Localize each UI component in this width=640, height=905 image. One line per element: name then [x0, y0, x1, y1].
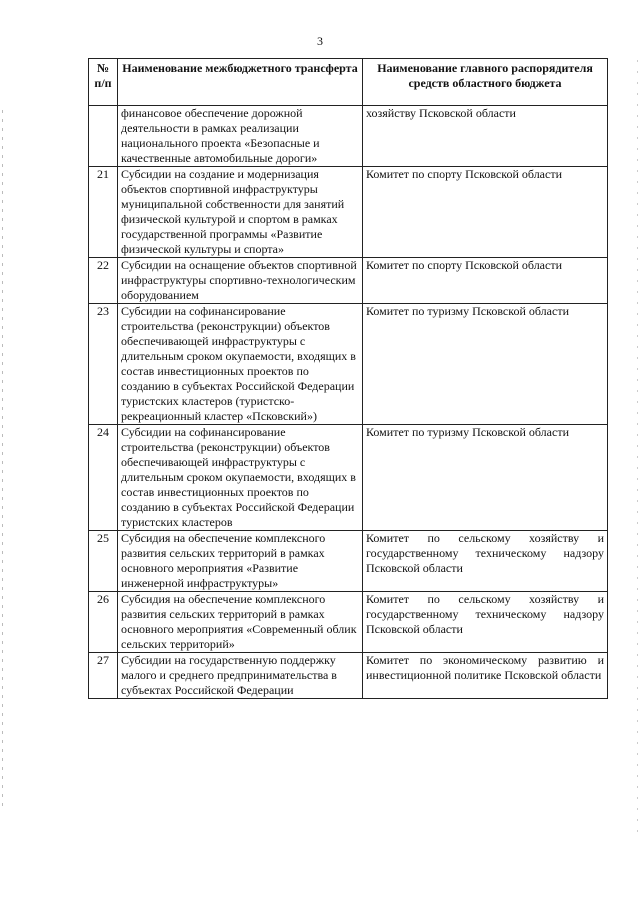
row-num: 27 [89, 653, 118, 699]
row-num [89, 106, 118, 167]
table-row [89, 304, 608, 425]
row-num: 24 [89, 425, 118, 531]
scan-edge-right [637, 60, 638, 840]
row-name: Субсидии на создание и модернизация объектов спортивной инфраструктуры муниципальной собственности для занятий физической культурой и спортом в рамках государственной программы «Развитие физической культуры и спорта» [118, 167, 363, 258]
table-header-row [89, 59, 608, 106]
row-num: 22 [89, 258, 118, 304]
row-name: Субсидии на государственную поддержку малого и среднего предпринимательства в субъектах Российской Федерации [118, 653, 363, 699]
row-num: 21 [89, 167, 118, 258]
table-row [89, 167, 608, 258]
row-name: Субсидии на софинансирование строительства (реконструкции) объектов обеспечивающей инфраструктуры с длительным сроком окупаемости, входящих в состав инвестиционных проектов по созданию в субъектах Российской Федерации туристских кластеров [118, 425, 363, 531]
table-row [89, 531, 608, 592]
table-row [89, 425, 608, 531]
row-name: Субсидии на софинансирование строительства (реконструкции) объектов обеспечивающей инфраструктуры с длительным сроком окупаемости, входящих в состав инвестиционных проектов по созданию в субъектах Российской Федерации туристских кластеров (туристско-рекреационный кластер «Псковский») [118, 304, 363, 425]
row-distributor: Комитет по сельскому хозяйству и государственному техническому надзору Псковской области [363, 592, 608, 653]
row-name: Субсидия на обеспечение комплексного развития сельских территорий в рамках основного мероприятия «Развитие инженерной инфраструктуры» [118, 531, 363, 592]
row-distributor: хозяйству Псковской области [363, 106, 608, 167]
row-distributor: Комитет по туризму Псковской области [363, 304, 608, 425]
row-name: Субсидии на оснащение объектов спортивной инфраструктуры спортивно-технологическим оборудованием [118, 258, 363, 304]
row-num: 25 [89, 531, 118, 592]
table-row [89, 106, 608, 167]
row-distributor: Комитет по сельскому хозяйству и государственному техническому надзору Псковской области [363, 531, 608, 592]
row-num: 23 [89, 304, 118, 425]
scan-edge-left [2, 110, 3, 810]
page-number: 3 [317, 34, 323, 48]
row-distributor: Комитет по спорту Псковской области [363, 167, 608, 258]
row-distributor: Комитет по спорту Псковской области [363, 258, 608, 304]
row-name: финансовое обеспечение дорожной деятельности в рамках реализации национального проекта «Безопасные и качественные автомобильные дороги» [118, 106, 363, 167]
row-num: 26 [89, 592, 118, 653]
header-distributor: Наименование главного распорядителя средств областного бюджета [363, 59, 608, 106]
table-row [89, 258, 608, 304]
table-row [89, 653, 608, 699]
header-num: № п/п [89, 59, 118, 106]
row-distributor: Комитет по экономическому развитию и инвестиционной политике Псковской области [363, 653, 608, 699]
header-name: Наименование межбюджетного трансферта [118, 59, 363, 106]
table-row [89, 592, 608, 653]
row-name: Субсидия на обеспечение комплексного развития сельских территорий в рамках основного мероприятия «Современный облик сельских территорий» [118, 592, 363, 653]
row-distributor: Комитет по туризму Псковской области [363, 425, 608, 531]
transfers-table [88, 58, 608, 699]
